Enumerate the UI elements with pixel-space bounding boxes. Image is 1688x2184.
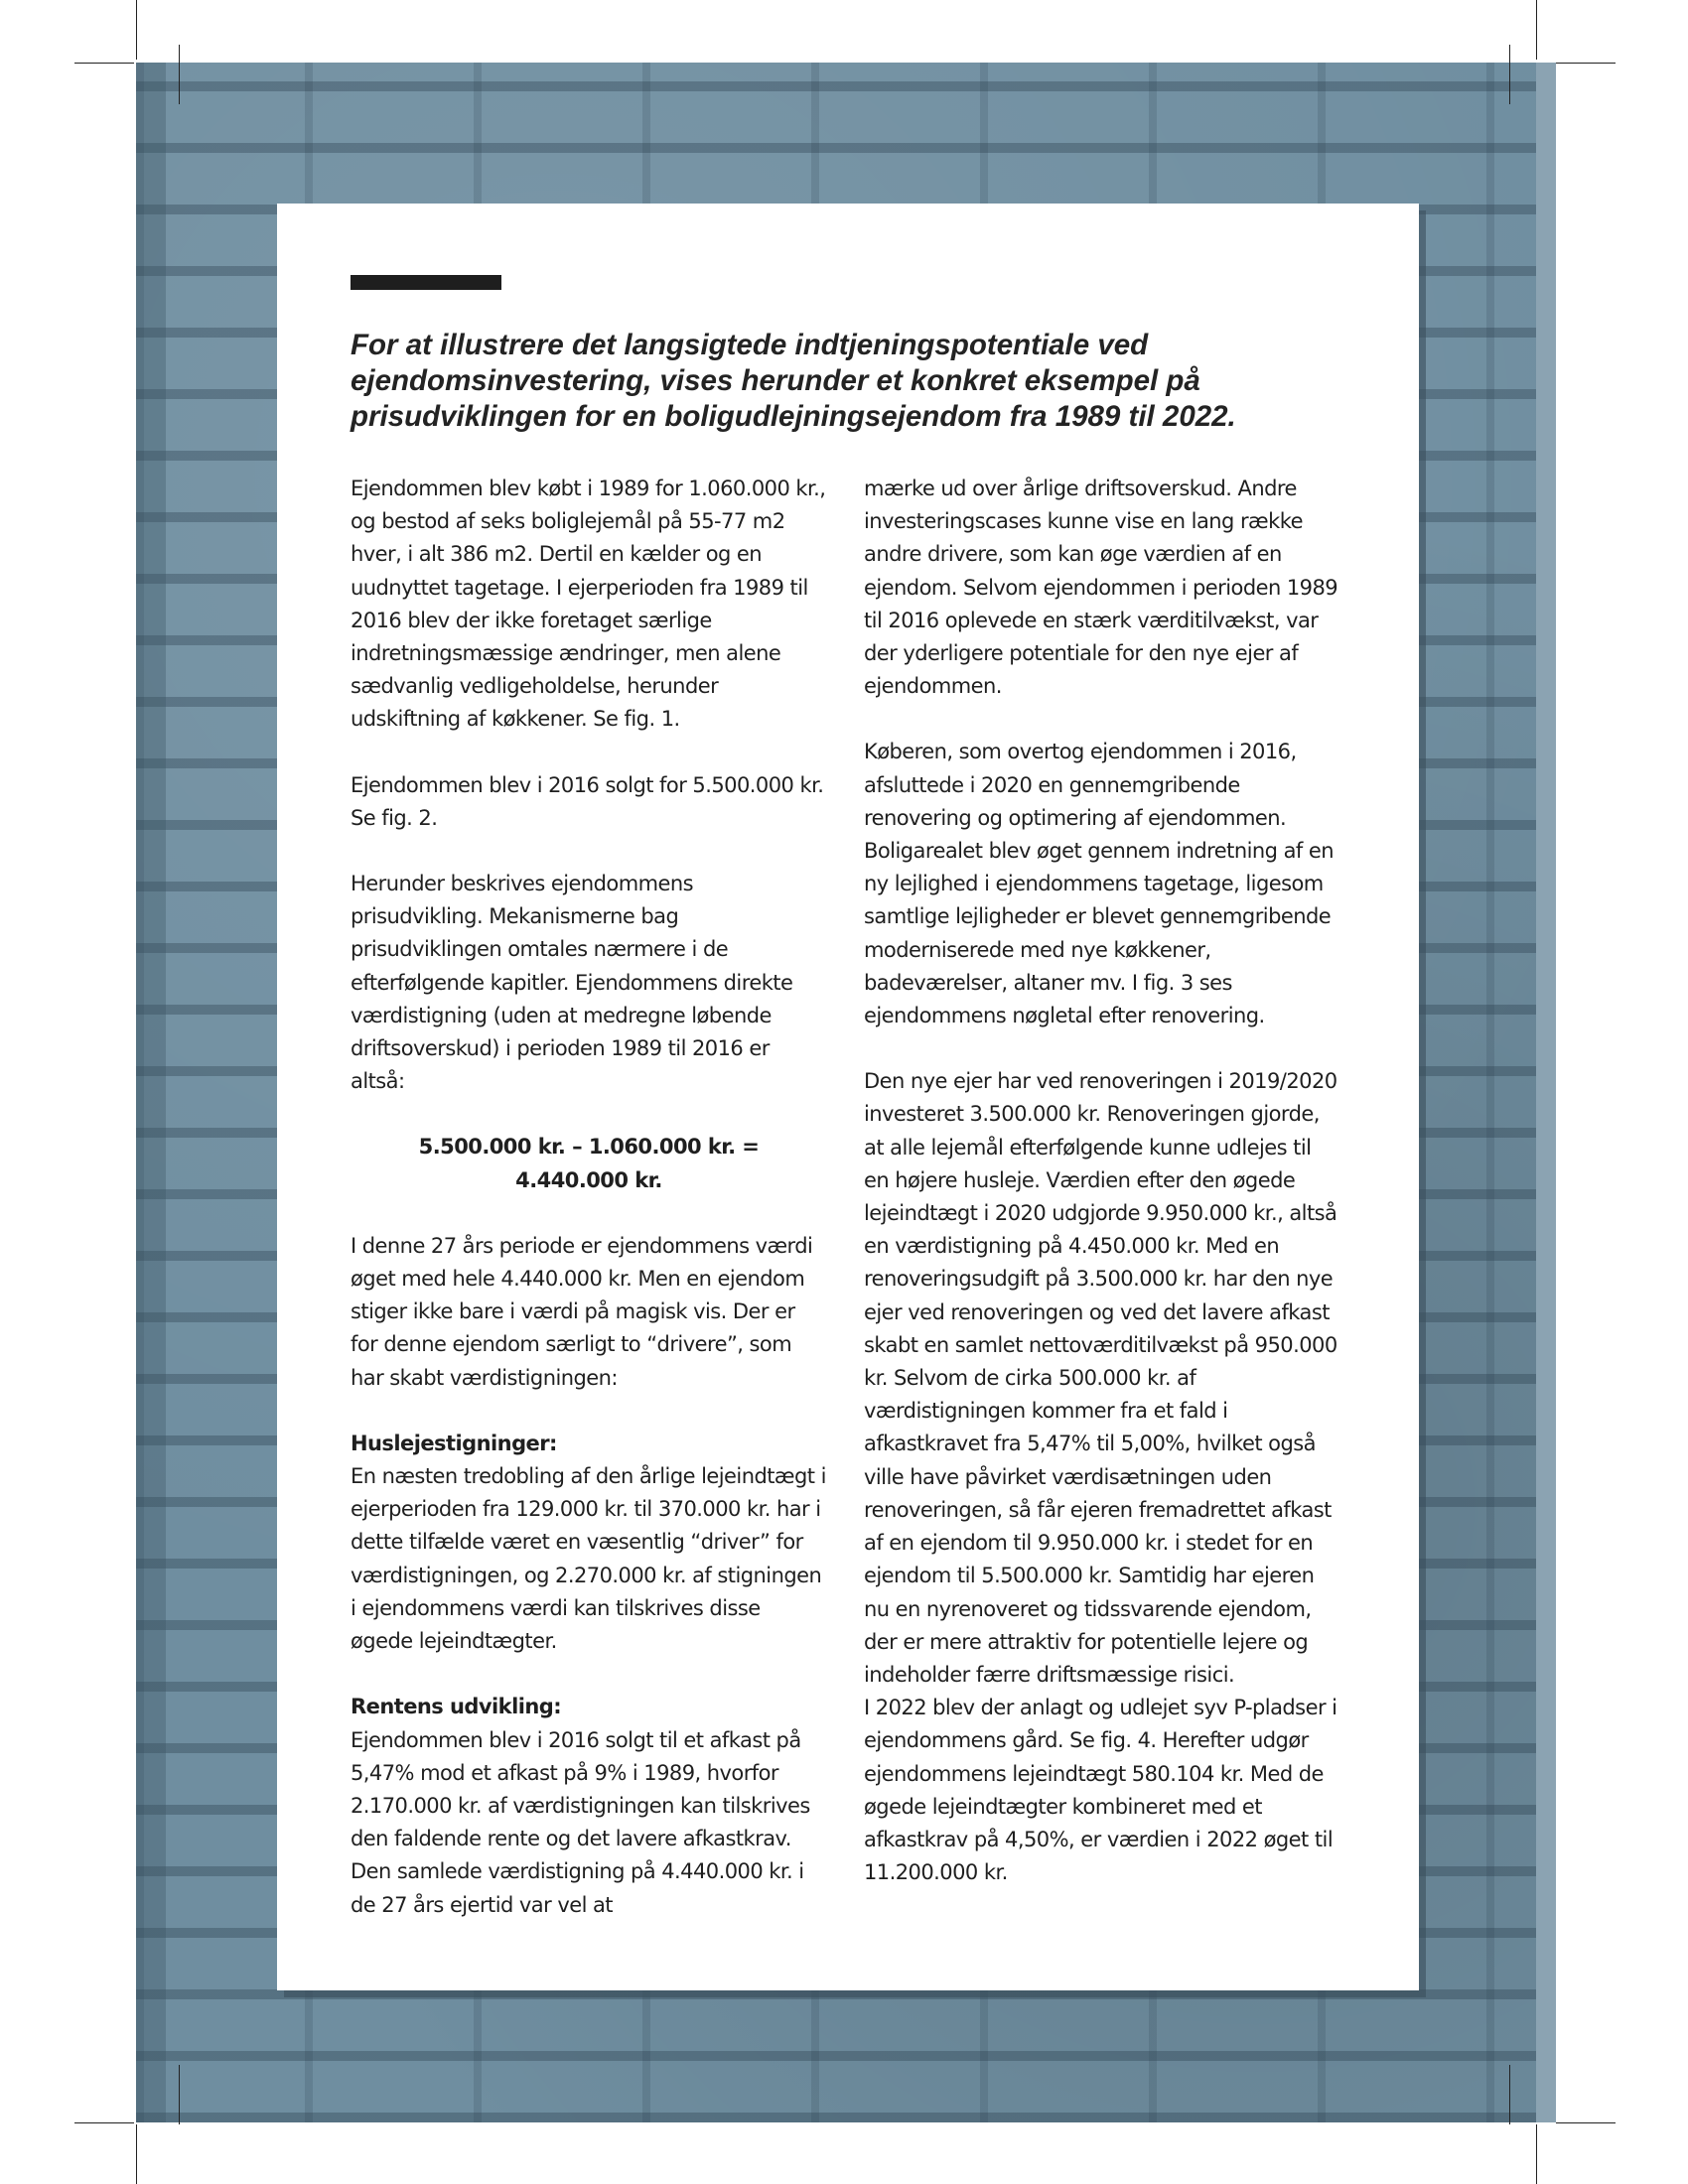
crop-mark bbox=[74, 63, 134, 64]
left-column bbox=[351, 473, 827, 1922]
crop-mark bbox=[179, 45, 180, 104]
subheading: Huslejestigninger: bbox=[351, 1431, 557, 1455]
paragraph: Køberen, som overtog ejendommen i 2016, afsluttede i 2020 en gennemgribende renovering og optimering af ejendommen. Boligarealet blev øget gennem indretning af en ny lejlighed i ejendommens tagetage, ligesom samtlige lejligheder er blevet gennemgribende moderniserede med nye køkkener, badeværelser, altaner mv. I fig. 3 ses ejendommens nøgletal efter renovering. bbox=[864, 740, 1334, 1028]
crop-mark bbox=[1509, 2065, 1510, 2124]
crop-mark bbox=[74, 2122, 134, 2123]
background-strip bbox=[136, 63, 166, 2122]
paragraph: I denne 27 års periode er ejendommens værdi øget med hele 4.440.000 kr. Men en ejendom stiger ikke bare i værdi på magisk vis. Der er for denne ejendom særligt to “drivere”, som har skabt værdistigningen: bbox=[351, 1233, 813, 1390]
background-edge bbox=[1536, 63, 1556, 2122]
paragraph: En næsten tredobling af den årlige lejeindtægt i ejerperioden fra 129.000 kr. til 370.000 kr. har i dette tilfælde været en væsentlig “driver” for værdistigningen, og 2.270.000 kr. af stigningen i ejendommens værdi kan tilskrives disse øgede lejeindtægter. bbox=[351, 1464, 826, 1654]
accent-bar bbox=[351, 275, 501, 290]
section-huslejestigninger bbox=[351, 1428, 827, 1658]
crop-mark bbox=[1556, 2122, 1616, 2123]
paragraph: Ejendommen blev i 2016 solgt for 5.500.000 kr. Se fig. 2. bbox=[351, 772, 824, 830]
formula-result: 4.440.000 kr. bbox=[515, 1167, 662, 1192]
crop-mark bbox=[1556, 63, 1616, 64]
crop-mark bbox=[136, 0, 137, 60]
section-rentens-udvikling bbox=[351, 1691, 827, 1921]
paragraph: mærke ud over årlige driftsoverskud. Andre investeringscases kunne vise en lang række andre drivere, som kan øge værdien af en ejendom. Selvom ejendommen i perioden 1989 til 2016 oplevede en stærk værditilvækst, var der yderligere potentiale for den nye ejer af ejendommen. bbox=[864, 477, 1338, 699]
crop-mark bbox=[1536, 2124, 1537, 2184]
crop-mark bbox=[1509, 45, 1510, 104]
crop-mark bbox=[179, 2065, 180, 2124]
paragraph: I 2022 blev der anlagt og udlejet syv P-pladser i ejendommens gård. Se fig. 4. Herefter udgør ejendommens lejeindtægt 580.104 kr. Med de øgede lejeindtægter kombineret med et afkastkrav på 4,50%, er værdien i 2022 øget til 11.200.000 kr. bbox=[864, 1696, 1337, 1885]
intro-text: For at illustrere det langsigtede indtjeningspotentiale ved ejendomsinvestering, vises herunder et konkret eksempel på prisudviklingen for en boligudlejningsejendom fra 1989 til 2022. bbox=[351, 329, 1236, 433]
paragraph: Ejendommen blev i 2016 solgt til et afkast på 5,47% mod et afkast på 9% i 1989, hvorfor 2.170.000 kr. af værdistigningen kan tilskrives den faldende rente og det lavere afkastkrav. Den samlede værdistigning på 4.440.000 kr. i de 27 års ejertid var vel at bbox=[351, 1727, 810, 1917]
paragraph: Ejendommen blev købt i 1989 for 1.060.000 kr., og bestod af seks boliglejemål på 55-77 m2 hver, i alt 386 m2. Dertil en kælder og en uudnyttet tagetage. I ejerperioden fra 1989 til 2016 blev der ikke foretaget særlige indretningsmæssige ændringer, men alene sædvanlig vedligeholdelse, herunder udskiftning af køkkener. Se fig. 1. bbox=[351, 477, 826, 732]
subheading: Rentens udvikling: bbox=[351, 1695, 562, 1719]
crop-mark bbox=[136, 2124, 137, 2184]
right-column bbox=[864, 473, 1340, 1889]
paragraph: Herunder beskrives ejendommens prisudvikling. Mekanismerne bag prisudviklingen omtales nærmere i de efterfølgende kapitler. Ejendommens direkte værdistigning (uden at medregne løbende driftsoverskud) i perioden 1989 til 2016 er altså: bbox=[351, 872, 793, 1094]
formula bbox=[351, 1131, 827, 1196]
formula-line: 5.500.000 kr. – 1.060.000 kr. = bbox=[418, 1135, 760, 1160]
crop-mark bbox=[1536, 0, 1537, 60]
paragraph: Den nye ejer har ved renoveringen i 2019/2020 investeret 3.500.000 kr. Renoveringen gjorde, at alle lejemål efterfølgende kunne udlejes til en højere husleje. Værdien efter den øgede lejeindtægt i 2020 udgjorde 9.950.000 kr., altså en værdistigning på 4.450.000 kr. Med en renoveringsudgift på 3.500.000 kr. har den nye ejer ved renoveringen og ved det lavere afkast skabt en samlet nettoværditilvækst på 950.000 kr. Selvom de cirka 500.000 kr. af værdistigningen kommer fra et fald i afkastkravet fra 5,47% til 5,00%, hvilket også ville have påvirket værdisætningen uden renoveringen, så får ejeren fremadrettet afkast af en ejendom til 9.950.000 kr. i stedet for en ejendom til 5.500.000 kr. Samtidig har ejeren nu en nyrenoveret og tidssvarende ejendom, der er mere attraktiv for potentielle lejere og indeholder færre driftsmæssige risici. bbox=[864, 1069, 1337, 1687]
